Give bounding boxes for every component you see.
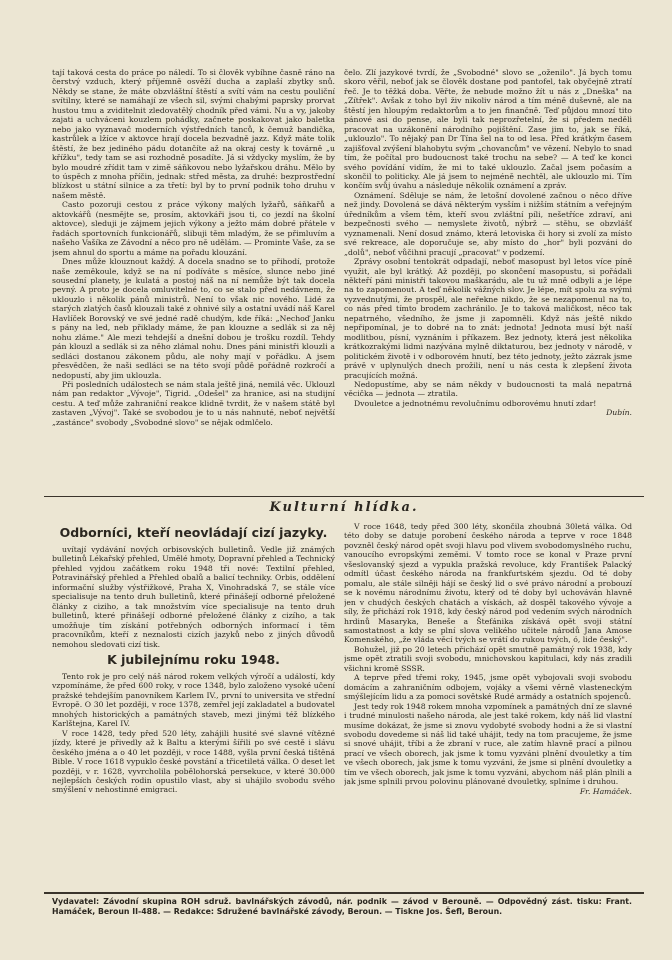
signature: Fr. Hamáček. [579,786,632,796]
paragraph: Bohužel, již po 20 letech přichází opět smutně památný rok 1938, kdy jsme opět ztratili svoji svobodu, mnichovskou kapitulaci, kdy nás zradili všichni kromě SSSR. [344,644,632,673]
column-bottom-left [52,522,335,888]
divider [44,892,644,894]
signature: Dubín. [606,408,632,418]
imprint: Vydavatel: Závodní skupina ROH sdruž. bavlnářských závodů, nár. podnik — závod v Berouně. — Odpovědný zást. tisku: Frant. Hamáček, Beroun II-488. — Redakce: Sdružené bavlnářské závody, Beroun. — Tiskne Jos. Šefl, Beroun. [52,897,632,916]
paragraph: čelo. Zlí jazykové tvrdí, že „Svobodné" slovo se „oženilo". Já bych tomu skoro věřil, neboť jak se člověk dostane pod pantofel, tak obyčejně ztratí řeč. Je to těžká doba. Věřte, že nebude možno žít u nás z „Dneška" na „Zítřek". Avšak z toho byl živ nikoliv národ a tím méně duševně, ale na štěstí jen hloupým redaktorům a to jen finančně. Teď půjdou mnozí tito pánové asi do pense, ale byli tak neprozřetelní, že si předem neděli pracovat na uzákonění národního pojištění. Zase jim to, jak se říká, „uklouzlo". To nějaký pan Dr Tína šel na to od lesa. Před krátkým časem zajišťoval zvýšení blahobytu svým „chovancům" ve vězení. Nebylo to snad tím, že počítal pro budoucnost také trochu na sebe? — A teď ke konci svého povídání vidím, že mi to také uklouzlo. Začal jsem počasím a skončil to politicky. Ale já jsem to nejméně nechtěl, ale uklouzlo mi. Tím končím svůj úvahu a následuje několik oznámení a zpráv. [344,68,632,191]
paragraph: Oznámení. Sděluje se nám, že letošní dovolené začnou o něco dříve než jindy. Dovolená se dává některým vysším i nižším státním a veřejným úředníkům a všem těm, kteří svou zvláštní píli, nešetříce zdraví, ani bezpečnosti svého — nemyslete životů, nýbrž — stěhu, se obzvlášť vyznamenali. Není dosud známo, která letoviska či hory si zvolí za místo své rekreace, ale doporučuje se, aby místo do „hor" byli pozváni do „dolů", neboť vůčihni pracují „pracovat" v podzemí. [344,190,632,257]
paragraph: A teprve před třemi roky, 1945, jsme opět vybojovali svoji svobodu domácím a zahraničním odbojem, vojáky a všemi věrně vlasteneckým smýšlejícím lidu a za pomoci sovětské Rudé armády a ostatních spojenců. [344,673,632,702]
column-bottom-right [344,522,632,888]
paragraph: uvítají vydávání nových orbisovských bulletinů. Vedle již známých bulletinů Lékařský přehled, Umělé hmoty, Dopravní přehled a Technický přehled vyjdou začátkem roku 1948 tři nové: Textilní přehled, Potravinářský přehled a Přehled obalů a balicí techniky. Orbis, oddělení informační služby výstřižkové, Praha X, Vinohradská 7, se stále více specialisuje na tento druh bulletinů, které přinášejí odborné přeložené články z ciziho, a tak množstvím více specialisuje na tento druh bulletinů, které přinášejí odborné přeložené články z cizího, a tak umožňuje tím získání potřebných odborných informací i těm pracovníkům, kteří z neznalosti cizích jazyků nebo z jiných důvodů nemohou sledovati cizí tisk. [52,545,335,649]
paragraph: V roce 1648, tedy před 300 léty, skončila zhoubná 30letá válka. Od této doby se datuje porobení českého národa a teprve v roce 1848 povzněl český národ opět svoji hlavu pod vlivem svobodomyslného ruchu, vanoucího evropskými zeměmi. V tomto roce se konal v Praze první všeslovanský sjezd a vypukla pražská revoluce, kdy František Palacký odmítl účast českého národa na frankfurtském sjezdu. Od té doby pomalu, ale stále silněji hájí se český lid o své právo národní a probouzí se k novému národnímu životu, který od té doby byl uchováván hlavně jen v chudých českých chatách a vískách, až dospěl takového vývoje a síly, že přichází rok 1918, kdy český národ pod vedením svých národních hrdinů Masaryka, Beneše a Štefánika získává opět svoji státní samostatnost a kdy se plní slova velikého učitele národů Jana Amose Komenského, „že vláda věcí tvých se vrátí do rukou tvých, ó, lide český". [344,522,632,645]
paragraph: Jest tedy rok 1948 rokem mnoha vzpomínek a památných dní ze slavné i trudné minulosti našeho národa, ale jest také rokem, kdy náš lid vlastní musíme dokázat, že jsme si znovu vydobyté svobody hodni a že si vlastní svobodu dovedeme si náš lid také uhájit, tedy na tom pracujeme, že jsme si snové uhájit, tříbi a že zbraní v ruce, ale zatím hlavně prací a pilnou prací ve všech oborech, jak jsme k tomu vyzváni plnění dvouletky a tím ve všech oborech, jak jsme k tomu vyzváni, že jsme si plnění dvouletky a tím ve všech oborech, jak jsme k tomu vyzváni, abychom náš plán plnili a jak jsme splnili prvou polovinu plánované dvouletky, splníme i druhou. [344,701,632,787]
column-top-right [344,68,632,488]
paragraph: Casto pozoruji cestou z práce výkony malých lyžařů, sáňkařů a aktovkářů (nesmějte se, prosím, aktovkáři jsou ti, co jezdí na školní aktovce), sleduji je zájmem jejich výkony a ježto mám dobré přátele v řadách sportovních funkcionářů, slibuji těm mladým, že se přimluvím a našeho Vašíka ze Závodní a něco pro ně udělám. — Prominte Vaše, za se jsem ahnul do sportu a máme na pořadu klouzání. [52,200,335,257]
paragraph: Při posledních událostech se nám stala ještě jiná, nemilá věc. Uklouzl nám pan redaktor „Vývoje", Tigrid. „Odešel" za hranice, asi na studijní cestu. A teď může zahraniční reakce klidně tvrdit, že v našem státě byl zastaven „Vývoj". Také se svobodou je to u nás nahnuté, neboť největší „zastánce" svobody „Svobodné slovo" se nějak odmlčelo. [52,379,335,427]
paragraph: Zprávy osobní tentokrát odpadají, neboť masopust byl letos více píně využit, ale byl krátký. Až později, po skončení masopustu, si pořádali někteří páni ministři takovou maškarádu, ale tu už mně odbyli a je lépe na to zapomenout. A teď několik vážných slov. Je lépe, mít spolu za svými vyzvednutými, že prospěl, ale neřekne nikdo, že se nezapomenul na to, co nás před tímto brodem zachránilo. Je to taková maličkost, něco tak nepatrného, všedního, že jsme ji zapomněli. Když nás ještě nikdo nepřipomínal, je to dobré na to znát: jednota! Jednota musí být naší modlitbou, písní, vyznáním i příkazem. Bez jednoty, která jest několika krátkozrakými lidmi nazývána mylně diktaturou, bez jednoty v národě, v politickém životě i v odborovém hnutí, bez této jednoty, ježto zázrak jsme právě v uplynulých dnech prožili, není u nás cesta k zlepšení života pracujících možná. [344,257,632,380]
column-top-left [52,68,335,488]
paragraph: Tento rok je pro celý náš národ rokem velkých výročí a událostí, kdy vzpomínáme, že před 600 roky, v roce 1348, bylo založeno vysoké učení pražské tehdejším panovníkem Karlem IV., první to universita ve střední Evropě. O 30 let později, v roce 1378, zemřel její zakladatel a budovatel mnohých historických a památných staveb, mezi jinými též blízkého Karlštejna, Karel IV. [52,671,335,729]
paragraph: Dvouletce a jednotnému revolučnímu odborovému hnutí zdar! [354,398,597,408]
paragraph: Dnes může klouznout každý. A docela snadno se to přihodí, protože naše zeměkoule, když se na ní podíváte s měsíce, slunce nebo jiné sousední planety, je kulatá a postoj náš na ní nemůže být tak docela pevný. A proto je docela omluvitelné to, co se stalo před nedávnem, že uklouzlo i několik pánů ministrů. Není to však nic nového. Lidé za starých zlatých časů klouzali také z ohnivé sily a ostatní uvádí náš Karel Havlíček Borovský ve své jedné radě chudým, kde říká: „Nechoď Janku s pány na led, neb přiklady máme, že pan klouzne a sedlák si za něj nohu zláme." Ale mezi tehdejší a dnešní dobou je trošku rozdíl. Tehdy pán klouzl a sedlák si za něho zlámal nohu. Dnes páni ministři klouzli a sedláci dostanou zákonem půdu, ale nohy mají v pořádku. A jsem přesvědčen, že naši sedláci se na této svojí půdě pořádně rozkročí a nedopustí, aby jim uklouzla. [52,257,335,380]
paragraph: V roce 1428, tedy před 520 léty, zahájili husité své slavné vítězné jízdy, které je přivedly až k Baltu a kterými šířili po své cestě i slávu českého jména a o 40 let později, v roce 1488, vyšla první česká tištěná Bible. V roce 1618 vypuklo české povstání a třicetiletá válka. O deset let později, v r. 1628, vyvrcholila pobělohorská persekuce, v které 30.000 nejlepších českých rodin opustilo vlast, aby si uhájilo svobodu svého smýšlení v nehostinné emigraci. [52,728,335,795]
paragraph: tají taková cesta do práce po náledí. To si člověk vybíhne časně ráno na čerstvý vzduch, který příjemně osvěží ducha a zaplaší zbytky snů. Někdy se stane, že máte obzvláštní štěstí a svítí vám na cestu pouliční svítilny, které se namáhají ze všech sil, svými chabými paprsky prorvat hustou tmu a zviditelnit zledovatělý chodník před vámi. Nu a vy, jakoby zajati a uchváceni kouzlem pohádky, začnete poskakovat jako baletka nebo jako vyznavač moderních výstředních tanců, k čemuž bandička, kastrůlek a lžíce v aktovce hrají docela bezvadně jazz. Když máte tolik štěstí, že bez jediného pádu dotančíte až na okraj cesty k továrně „u křížku", tedy tam se asi rozhodně posadíte. Já si vždycky myslím, že by bylo moudré zřídit tam v zimě sáňkovou nebo lyžařskou dráhu. Mělo by to úspěch z mnoha příčin, jednak: střed města, za druhé: bezprostřední blízkost u státní silnice a za třetí: byl by to první podnik toho druhu v našem městě. [52,68,335,200]
article-title: K jubilejnímu roku 1948. [107,651,280,667]
divider [44,496,644,497]
paragraph: Nedopustíme, aby se nám někdy v budoucnosti ta malá nepatrná věcička — jednota — ztratila. [344,379,632,399]
article-title: Odborníci, kteří neovládají cizí jazyky. [59,525,328,540]
section-title: Kulturní hlídka. [269,500,419,515]
